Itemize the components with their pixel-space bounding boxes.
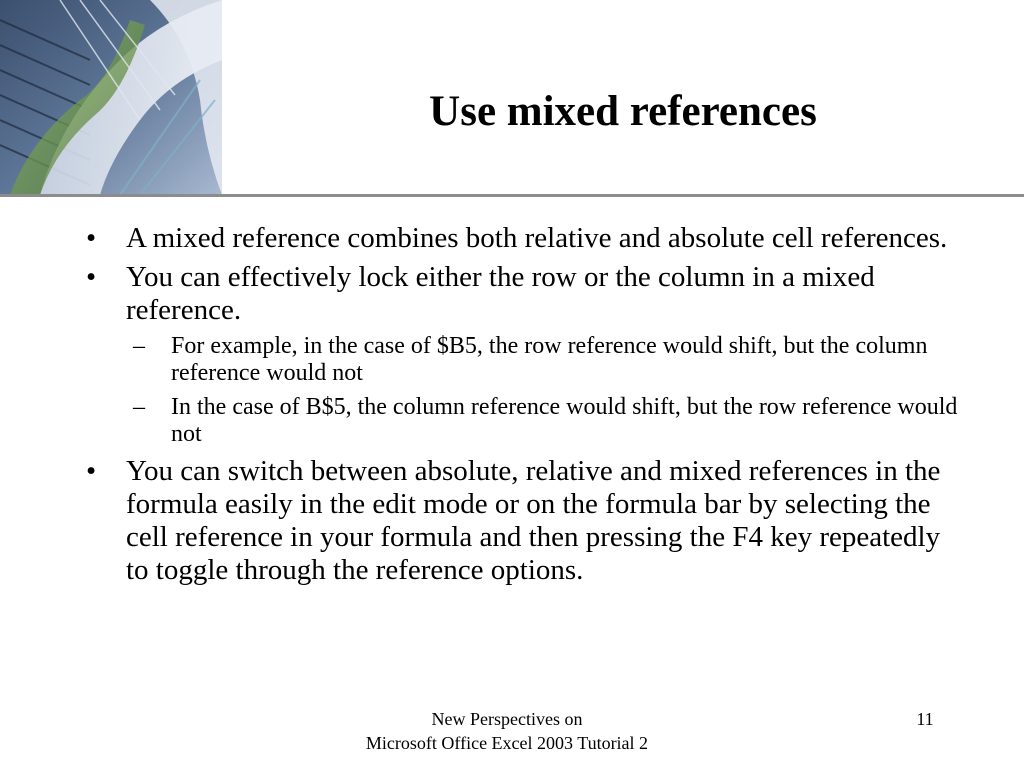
bullet-text: A mixed reference combines both relative and absolute cell references. [126, 222, 948, 254]
bullet-item [84, 261, 964, 327]
architecture-photo-image [0, 0, 222, 195]
footer-line-2: Microsoft Office Excel 2003 Tutorial 2 [365, 733, 649, 753]
slide-title: Use mixed references [429, 88, 817, 135]
page-number: 11 [916, 709, 934, 729]
header-decorative-image [0, 0, 222, 195]
slide-footer [337, 707, 677, 755]
sub-bullet-marker: – [133, 394, 145, 420]
bullet-marker: • [86, 261, 97, 293]
bullet-item [84, 455, 964, 587]
bullet-marker: • [86, 222, 97, 254]
sub-bullet-marker: – [133, 333, 145, 359]
sub-bullet-text: In the case of B$5, the column reference would shift, but the row reference would not [171, 394, 958, 447]
slide-body [84, 222, 964, 593]
footer-line-1: New Perspectives on [431, 709, 583, 729]
bullet-text: You can effectively lock either the row or the column in a mixed reference. [126, 261, 875, 326]
bullet-marker: • [86, 455, 97, 487]
bullet-text: You can switch between absolute, relative and mixed references in the formula easily in the edit mode or on the formula bar by selecting the cell reference in your formula and then pressing the F4 key repeatedly to toggle through the reference options. [126, 455, 941, 586]
sub-bullet-text: For example, in the case of $B5, the row reference would shift, but the column reference would not [171, 333, 928, 386]
title-divider [0, 194, 1024, 197]
bullet-item [84, 222, 964, 255]
sub-bullet-item [126, 333, 961, 387]
sub-bullet-item [126, 394, 961, 448]
